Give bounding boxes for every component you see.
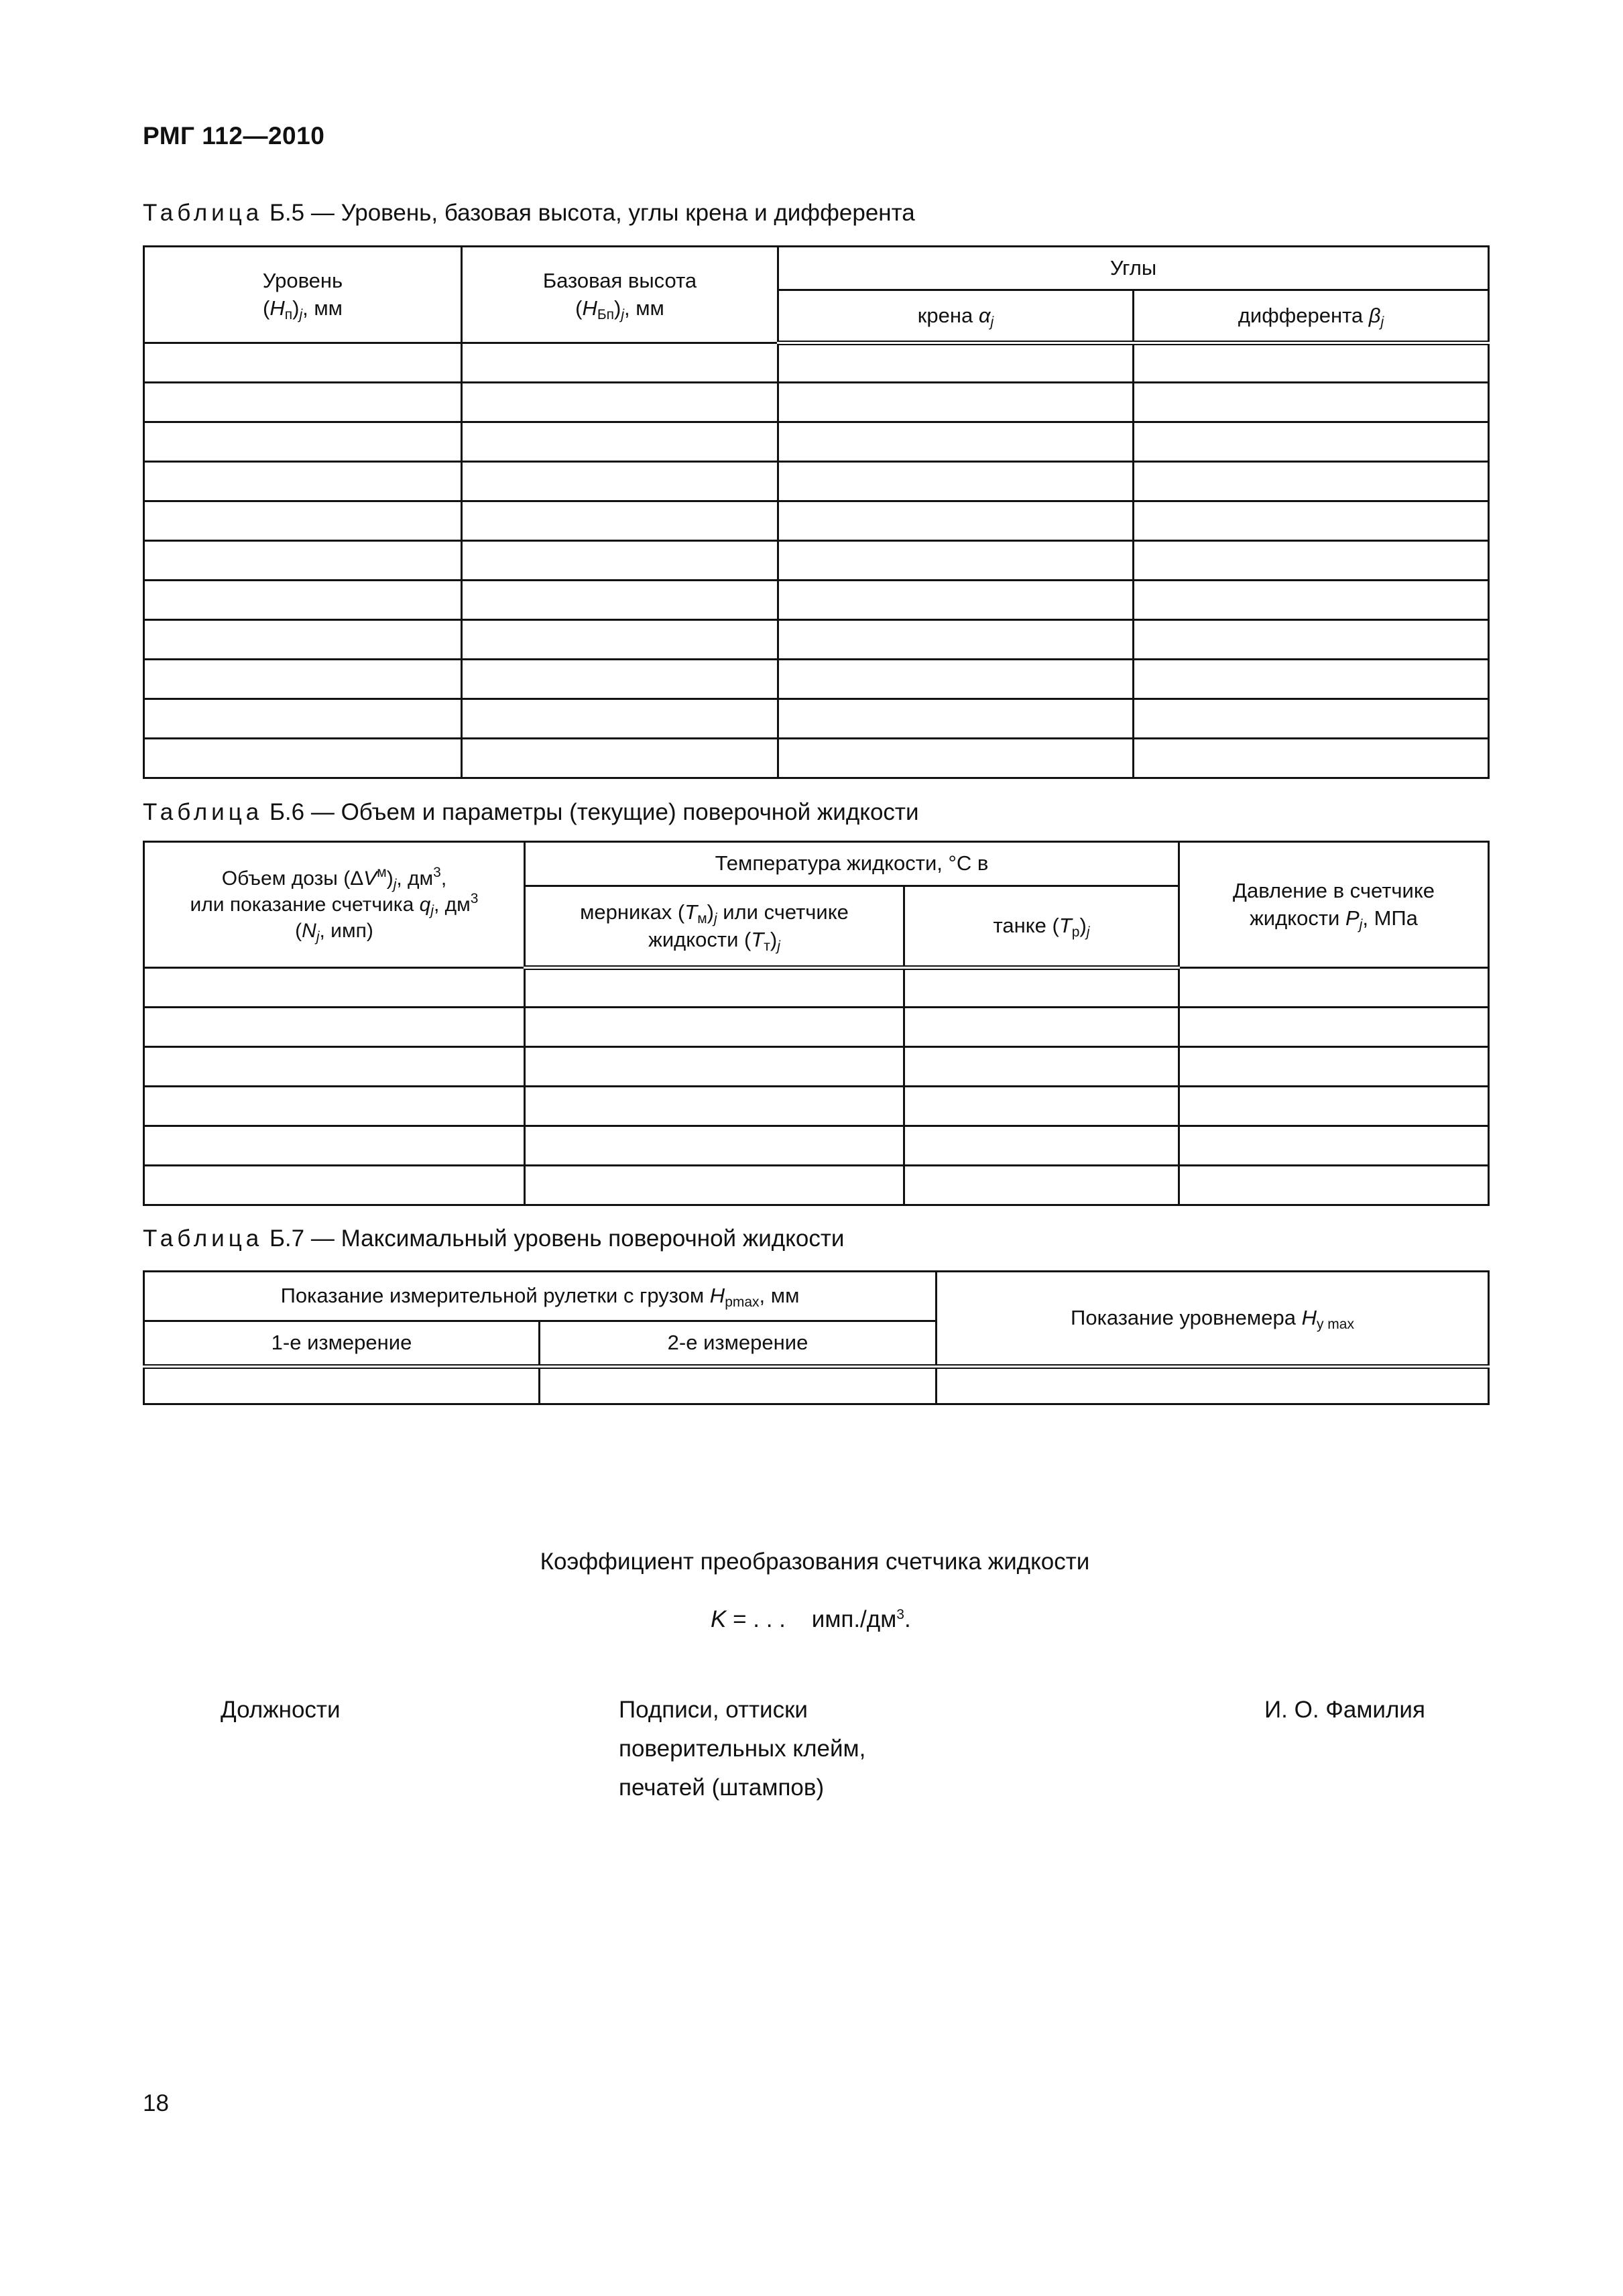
- table-cell: [1179, 1087, 1489, 1126]
- table-cell: [144, 1166, 525, 1205]
- table-cell: [462, 620, 778, 660]
- table-cell: [904, 1166, 1179, 1205]
- table-cell: [462, 343, 778, 383]
- table-cell: [1179, 1047, 1489, 1087]
- signature-stamps: Подписи, оттиски поверительных клейм, печатей (штампов): [619, 1697, 866, 1801]
- table-cell: [462, 383, 778, 422]
- header-temp-tank: танке $(T_р)_j$: [904, 886, 1179, 968]
- table-cell: [1134, 462, 1489, 501]
- table-cell: [1134, 660, 1489, 699]
- page-number: 18: [143, 2090, 169, 2116]
- conversion-factor-title: Коэффициент преобразования счетчика жидкости: [540, 1549, 1090, 1575]
- table-cell: [778, 422, 1134, 462]
- table-b7: [143, 1270, 1490, 1405]
- table-cell: [144, 581, 462, 620]
- header-level: Уровень $(H_п)_j$, мм: [144, 247, 462, 343]
- table-cell: [144, 699, 462, 739]
- conversion-factor-formula: K = . . . $имп./дм^3$.: [711, 1606, 911, 1632]
- table-cell: [462, 462, 778, 501]
- table-cell: [904, 1047, 1179, 1087]
- table-row: [144, 462, 1489, 501]
- table-cell: [1179, 1008, 1489, 1047]
- table-row: [144, 1047, 1489, 1087]
- table-row: [144, 581, 1489, 620]
- table-cell: [778, 501, 1134, 541]
- document-code: РМГ 112—2010: [143, 122, 325, 149]
- table-cell: [144, 1367, 540, 1404]
- table-cell: [525, 968, 904, 1008]
- table-cell: [904, 1087, 1179, 1126]
- table-b6-caption: Таблица Б.6 — Объем и параметры (текущие) поверочной жидкости: [143, 799, 919, 825]
- table-cell: [144, 739, 462, 778]
- table-b7-caption: Таблица Б.7 — Максимальный уровень поверочной жидкости: [143, 1225, 845, 1252]
- table-row: [144, 1126, 1489, 1166]
- table-cell: [144, 620, 462, 660]
- header-level-gauge: Показание уровнемера $H_{у max}$: [937, 1272, 1489, 1367]
- table-b5: [143, 245, 1490, 779]
- table-cell: [1134, 343, 1489, 383]
- table-cell: [778, 739, 1134, 778]
- table-row: [144, 1367, 1489, 1404]
- table-cell: [144, 462, 462, 501]
- table-row: [144, 739, 1489, 778]
- table-cell: [1134, 699, 1489, 739]
- header-tape-reading: Показание измерительной рулетки с грузом $H_{pmax}$, мм: [144, 1272, 937, 1321]
- table-cell: [462, 660, 778, 699]
- table-cell: [462, 699, 778, 739]
- table-cell: [462, 422, 778, 462]
- table-row: [144, 620, 1489, 660]
- table-cell: [462, 501, 778, 541]
- table-row: [144, 343, 1489, 383]
- table-cell: [462, 581, 778, 620]
- header-angles: Углы: [778, 247, 1489, 290]
- table-row: [144, 699, 1489, 739]
- header-dose-volume: Объем дозы $(\Delta V^м)_j$, $дм^3$, или показание счетчика $q_j$, $дм^3$ ($N_j$, имп): [144, 842, 525, 968]
- table-cell: [144, 1008, 525, 1047]
- table-b6: [143, 841, 1490, 1206]
- table-cell: [525, 1047, 904, 1087]
- table-cell: [904, 1008, 1179, 1047]
- table-cell: [778, 462, 1134, 501]
- table-row: [144, 1008, 1489, 1047]
- table-cell: [144, 422, 462, 462]
- table-cell: [144, 1126, 525, 1166]
- table-cell: [937, 1367, 1489, 1404]
- table-cell: [778, 541, 1134, 581]
- header-temperature: Температура жидкости, °С в: [525, 842, 1179, 886]
- table-cell: [1179, 968, 1489, 1008]
- header-roll: крена $\alpha_j$: [778, 290, 1134, 343]
- header-trim: дифферента $\beta_j$: [1134, 290, 1489, 343]
- table-cell: [144, 343, 462, 383]
- table-row: [144, 422, 1489, 462]
- table-cell: [462, 541, 778, 581]
- table-cell: [1134, 501, 1489, 541]
- table-cell: [778, 383, 1134, 422]
- table-b5-caption: Таблица Б.5 — Уровень, базовая высота, углы крена и дифферента: [143, 200, 915, 226]
- table-cell: [525, 1008, 904, 1047]
- table-cell: [778, 620, 1134, 660]
- table-row: [144, 383, 1489, 422]
- header-second-measurement: 2-е измерение: [540, 1321, 937, 1367]
- table-cell: [144, 541, 462, 581]
- table-cell: [144, 383, 462, 422]
- table-cell: [525, 1087, 904, 1126]
- table-cell: [1134, 620, 1489, 660]
- table-cell: [1134, 581, 1489, 620]
- table-cell: [525, 1166, 904, 1205]
- table-cell: [1134, 422, 1489, 462]
- table-cell: [778, 343, 1134, 383]
- table-cell: [144, 1047, 525, 1087]
- table-cell: [778, 660, 1134, 699]
- table-cell: [540, 1367, 937, 1404]
- signature-name: И. О. Фамилия: [1264, 1697, 1425, 1723]
- table-row: [144, 541, 1489, 581]
- table-cell: [1179, 1166, 1489, 1205]
- table-cell: [904, 1126, 1179, 1166]
- table-row: [144, 968, 1489, 1008]
- table-row: [144, 501, 1489, 541]
- table-row: [144, 1166, 1489, 1205]
- table-cell: [1134, 739, 1489, 778]
- table-cell: [1134, 383, 1489, 422]
- table-row: [144, 660, 1489, 699]
- table-cell: [144, 968, 525, 1008]
- table-cell: [778, 699, 1134, 739]
- table-cell: [462, 739, 778, 778]
- table-cell: [1134, 541, 1489, 581]
- table-cell: [525, 1126, 904, 1166]
- header-base-height: Базовая высота $(H_{Бп})_j$, мм: [462, 247, 778, 343]
- table-cell: [144, 1087, 525, 1126]
- table-cell: [778, 581, 1134, 620]
- header-first-measurement: 1-е измерение: [144, 1321, 540, 1367]
- table-cell: [144, 501, 462, 541]
- header-temp-measures: мерниках $(T_м)_j$ или счетчике жидкости $(T_т)_j$: [525, 886, 904, 968]
- header-pressure: Давление в счетчике жидкости $P_j$, МПа: [1179, 842, 1489, 968]
- table-cell: [144, 660, 462, 699]
- table-cell: [1179, 1126, 1489, 1166]
- table-cell: [904, 968, 1179, 1008]
- table-row: [144, 1087, 1489, 1126]
- signature-positions: Должности: [221, 1697, 341, 1723]
